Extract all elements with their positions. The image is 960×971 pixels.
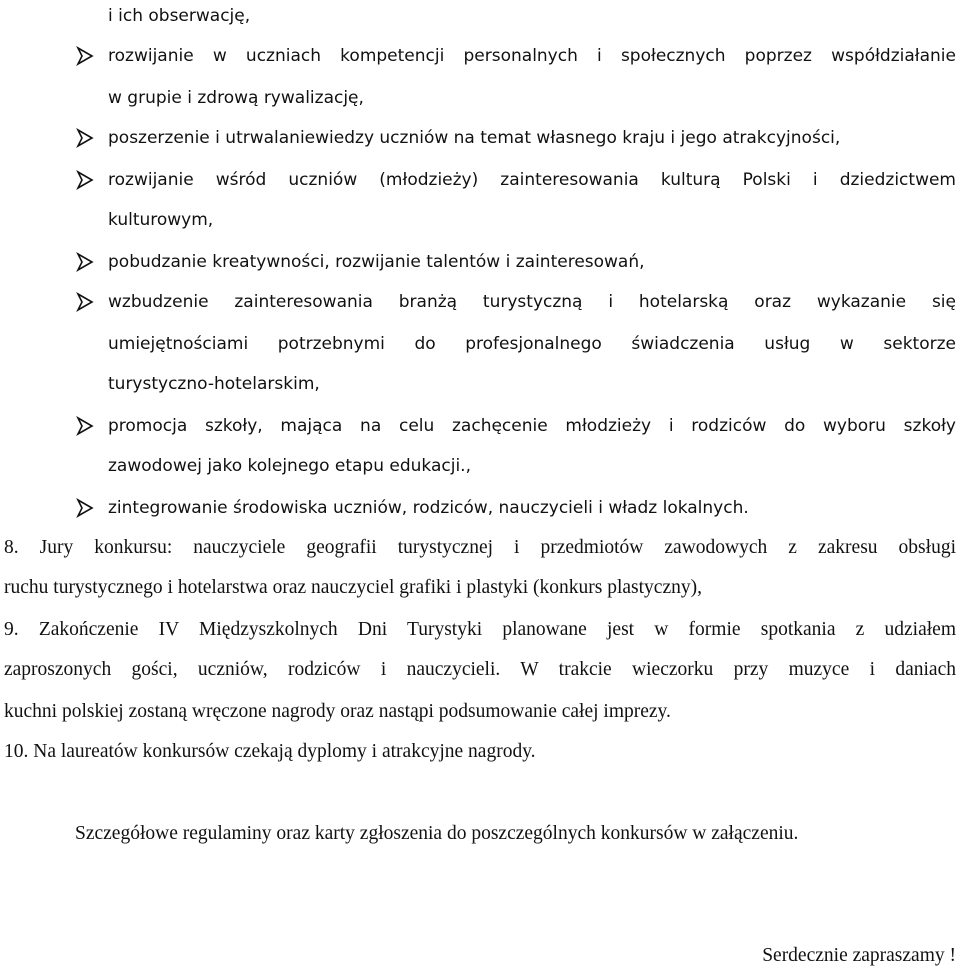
arrowhead-bullet-icon [76,170,94,190]
list-item-text: poszerzenie i utrwalaniewiedzy uczniów na temat własnego kraju i jego atrakcyjności, [108,128,841,148]
note-text: Szczegółowe regulaminy oraz karty zgłoszenia do poszczególnych konkursów w załączeniu. [75,823,799,844]
paragraph-text: 9. Zakończenie IV Międzyszkolnych Dni Turystyki planowane jest w formie spotkania z udziałem [4,619,956,640]
list-item-text: umiejętnościami potrzebnymi do profesjonalnego świadczenia usług w sektorze [108,334,956,354]
list-item-text: zawodowej jako kolejnego etapu edukacji., [108,456,471,476]
closing-text: Serdecznie zapraszamy ! [762,945,956,966]
list-item-text: rozwijanie wśród uczniów (młodzieży) zainteresowania kulturą Polski i dziedzictwem [108,170,956,190]
arrowhead-bullet-icon [76,498,94,518]
paragraph-text: ruchu turystycznego i hotelarstwa oraz nauczyciel grafiki i plastyki (konkurs plastyczny), [4,577,702,598]
list-item-text: pobudzanie kreatywności, rozwijanie talentów i zainteresowań, [108,252,645,272]
paragraph-text: 8. Jury konkursu: nauczyciele geografii turystycznej i przedmiotów zawodowych z zakresu obsługi [4,537,956,558]
arrowhead-bullet-icon [76,128,94,148]
list-item-text: rozwijanie w uczniach kompetencji personalnych i społecznych poprzez współdziałanie [108,46,956,66]
paragraph-text: kuchni polskiej zostaną wręczone nagrody oraz nastąpi podsumowanie całej imprezy. [4,701,671,722]
list-item-text: wzbudzenie zainteresowania branżą turystyczną i hotelarską oraz wykazanie się [108,292,956,312]
list-item-text: kulturowym, [108,210,214,230]
list-item-text: i ich obserwację, [108,6,251,26]
paragraph-text: 10. Na laureatów konkursów czekają dyplomy i atrakcyjne nagrody. [4,741,536,762]
arrowhead-bullet-icon [76,252,94,272]
arrowhead-bullet-icon [76,46,94,66]
list-item-text: zintegrowanie środowiska uczniów, rodziców, nauczycieli i władz lokalnych. [108,498,749,518]
arrowhead-bullet-icon [76,292,94,312]
paragraph-text: zaproszonych gości, uczniów, rodziców i nauczycieli. W trakcie wieczorku przy muzyce i daniach [4,659,956,680]
list-item-text: w grupie i zdrową rywalizację, [108,88,364,108]
list-item-text: turystyczno-hotelarskim, [108,374,320,394]
arrowhead-bullet-icon [76,416,94,436]
list-item-text: promocja szkoły, mająca na celu zachęcenie młodzieży i rodziców do wyboru szkoły [108,416,956,436]
